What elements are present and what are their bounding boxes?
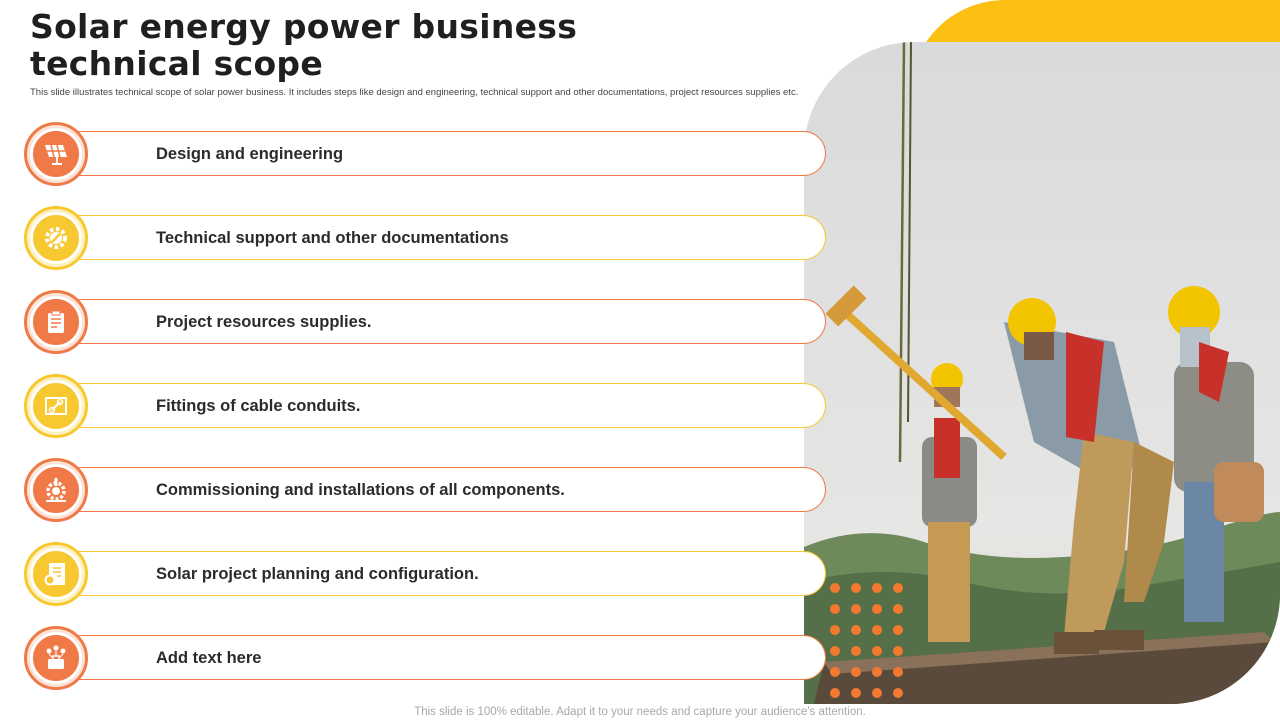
step-item [24,626,826,692]
decorative-dot [830,604,840,614]
decorative-dot [851,667,861,677]
gear-wrench-icon [41,223,71,253]
step-icon-circle [24,290,88,354]
decorative-dot [851,583,861,593]
step-label: Design and engineering [156,145,344,163]
step-icon-circle [24,206,88,270]
step-item [24,290,826,356]
footer-note: This slide is 100% editable. Adapt it to your needs and capture your audience's attention. [414,706,866,718]
step-pill [54,383,826,428]
step-pill [54,131,826,176]
decorative-dot [851,688,861,698]
decorative-dot [851,625,861,635]
decorative-dot [830,667,840,677]
decorative-dot [893,604,903,614]
step-item [24,542,826,608]
decorative-dot [872,646,882,656]
step-icon-circle [24,626,88,690]
step-label: Project resources supplies. [156,313,372,331]
decorative-dot [872,604,882,614]
step-item [24,122,826,188]
step-pill [54,635,826,680]
decorative-dot [872,583,882,593]
decorative-dot-grid [830,583,910,713]
cable-link-icon [41,391,71,421]
decorative-dot [872,688,882,698]
step-label: Fittings of cable conduits. [156,397,361,415]
step-icon-circle [24,542,88,606]
step-icon-circle [24,122,88,186]
page-title: Solar energy power business technical scope [30,7,578,83]
installation-gear-icon [41,475,71,505]
step-item [24,458,826,524]
step-label: Technical support and other documentations [156,229,509,247]
planning-document-icon [41,559,71,589]
decorative-dot [893,667,903,677]
decorative-dot [830,688,840,698]
decorative-dot [893,625,903,635]
step-pill [54,467,826,512]
decorative-dot [851,604,861,614]
step-label: Solar project planning and configuration. [156,565,479,583]
decorative-dot [830,583,840,593]
step-pill [54,551,826,596]
decorative-dot [893,583,903,593]
step-label: Add text here [156,649,262,667]
decorative-dot [872,625,882,635]
decorative-dot [830,646,840,656]
step-pill [54,215,826,260]
step-pill [54,299,826,344]
solar-panel-icon [41,139,71,169]
step-label: Commissioning and installations of all components. [156,481,565,499]
decorative-dot [893,646,903,656]
step-item [24,206,826,272]
decorative-dot [851,646,861,656]
clipboard-icon [41,307,71,337]
decorative-dot [893,688,903,698]
decorative-dot [872,667,882,677]
page-subtitle: This slide illustrates technical scope of solar power business. It includes steps like design and engineering, technical support and other documentations, project resources supplies etc. [30,87,799,98]
decorative-dot [830,625,840,635]
step-item [24,374,826,440]
step-icon-circle [24,374,88,438]
step-icon-circle [24,458,88,522]
team-toolbox-icon [41,643,71,673]
